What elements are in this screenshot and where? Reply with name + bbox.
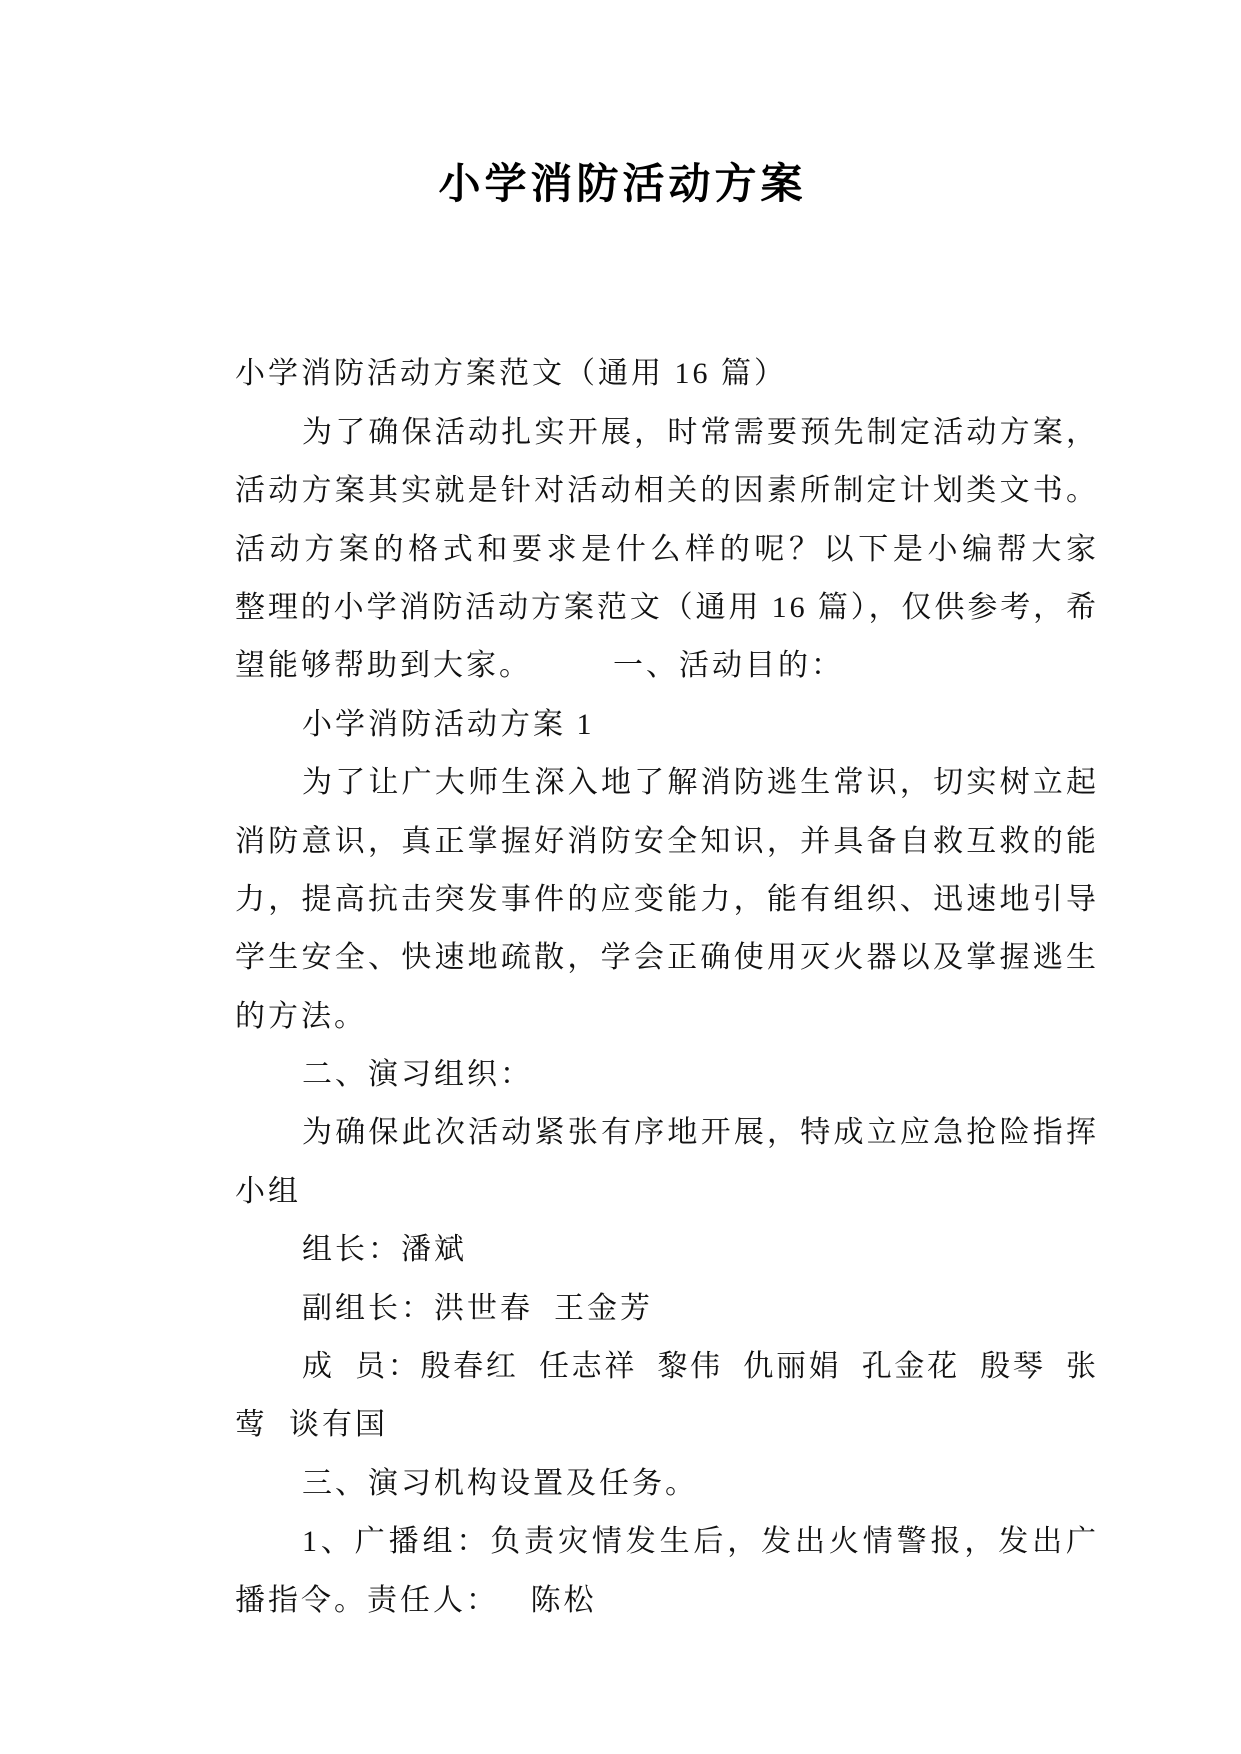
section1-line <box>190 871 1100 975</box>
section3-item-line <box>190 1513 1051 1617</box>
section1-text: 消防意识，真正掌握好消防安全知识，并具备自救互救的能 <box>235 824 1100 858</box>
section2-heading-line <box>190 988 1051 1092</box>
page-title: 小学消防活动方案 <box>438 159 807 208</box>
members-text: 莺 谈有国 <box>235 1408 388 1442</box>
document-body <box>190 287 1101 1617</box>
section3-item-line <box>190 1455 1100 1559</box>
subtitle: 小学消防活动方案范文（通用 16 篇） <box>235 357 787 391</box>
intro-line <box>190 345 1100 449</box>
intro-text: 活动方案其实就是针对活动相关的因素所制定计划类文书。 <box>235 474 1100 508</box>
plan-heading-line <box>190 637 1051 741</box>
section1-heading: 一、活动目的： <box>613 649 844 683</box>
subtitle-line <box>190 287 1051 391</box>
section1-text: 的方法。 <box>235 999 367 1033</box>
section2-line <box>190 1104 1051 1208</box>
deputy-text: 副组长：洪世春 王金芳 <box>302 1291 653 1325</box>
plan-label: 小学消防活动方案 1 <box>302 707 595 741</box>
section1-text: 学生安全、快速地疏散，学会正确使用灭火器以及掌握逃生 <box>235 941 1100 975</box>
section3-item-text: 播指令。责任人： 陈松 <box>235 1583 597 1617</box>
intro-line <box>190 462 1101 566</box>
section3-item-text: 1、广播组：负责灾情发生后，发出火情警报，发出广 <box>302 1525 1100 1559</box>
section1-line <box>190 929 1051 1033</box>
section2-text: 小组 <box>235 1174 301 1208</box>
section1-line <box>190 696 1100 800</box>
leader-text: 组长：潘斌 <box>302 1233 467 1267</box>
members-line <box>190 1280 1099 1384</box>
section1-text: 力，提高抗击突发事件的应变能力，能有组织、迅速地引导 <box>235 882 1100 916</box>
section3-heading: 三、演习机构设置及任务。 <box>302 1466 698 1500</box>
section1-line <box>190 754 1100 858</box>
section1-text: 为了让广大师生深入地了解消防逃生常识，切实树立起 <box>302 766 1100 800</box>
section2-text: 为确保此次活动紧张有序地开展，特成立应急抢险指挥 <box>302 1116 1100 1150</box>
section1-line <box>190 813 1100 916</box>
intro-line <box>190 521 1099 624</box>
leader-line <box>190 1163 1051 1267</box>
members-line <box>190 1338 1051 1442</box>
section3-heading-line <box>190 1396 1051 1500</box>
members-text: 成 员：殷春红 任志祥 黎伟 仇丽娟 孔金花 殷琴 张 <box>302 1350 1099 1384</box>
intro-text: 整理的小学消防活动方案范文（通用 16 篇），仅供参考，希 <box>235 590 1099 624</box>
intro-text: 为了确保活动扎实开展，时常需要预先制定活动方案， <box>302 415 1100 449</box>
section2-heading: 二、演习组织： <box>302 1058 533 1092</box>
intro-line <box>190 404 1100 508</box>
deputy-line <box>190 1221 1051 1325</box>
intro-text: 望能够帮助到大家。 <box>235 649 532 683</box>
section2-line <box>190 1046 1100 1150</box>
intro-text: 活动方案的格式和要求是什么样的呢？以下是小编帮大家 <box>235 532 1101 566</box>
